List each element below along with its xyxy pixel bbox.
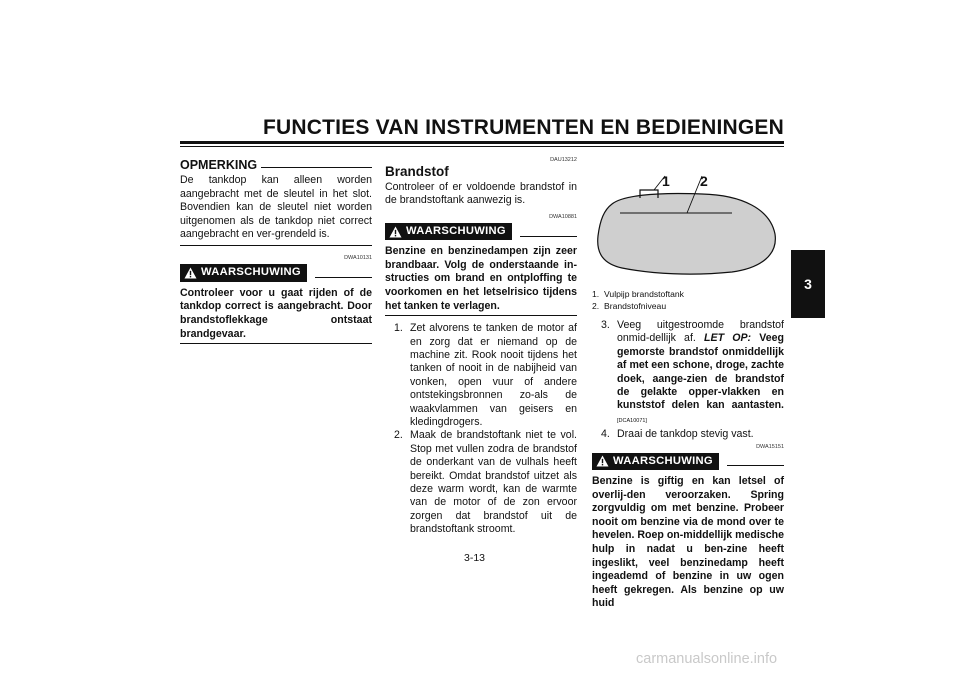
step-number: 2. bbox=[394, 429, 403, 442]
list-item bbox=[385, 429, 577, 536]
warning-end-rule bbox=[385, 315, 577, 316]
step-text: Zet alvorens te tanken de motor af en zorg dat er niemand op de machine zit. Rook nooit tijdens het tanken of nooit in de nabijheid van vonken, open vuur of andere ontstekingsbronnen zo-als de waakvlammen van geisers en kledingdrogers. bbox=[410, 322, 577, 429]
warning-heading bbox=[180, 264, 372, 281]
step-number: 3. bbox=[601, 319, 610, 331]
step-text: Draai de tankdop stevig vast. bbox=[617, 428, 754, 441]
warning-triangle-icon bbox=[184, 267, 197, 279]
warning-label: WAARSCHUWING bbox=[201, 266, 301, 279]
figure-label-2: 2 bbox=[700, 173, 708, 189]
figure-label-1: 1 bbox=[662, 173, 670, 189]
warning-end-rule bbox=[180, 343, 372, 344]
steps-list bbox=[592, 319, 784, 442]
warning-heading bbox=[385, 223, 577, 240]
note-heading bbox=[180, 159, 372, 172]
section-intro: Controleer of er voldoende brandstof in de brandstoftank aanwezig is. bbox=[385, 181, 577, 207]
step-number: 1. bbox=[394, 322, 403, 335]
warning-triangle-icon bbox=[596, 455, 609, 467]
step-text: Maak de brandstoftank niet te vol. Stop met vullen zodra de brandstof de onderkant van de vulhals heeft bereikt. Omdat brandstof uitzet als deze warm wordt, kan de warmte van de motor of de zon ervoor zorgen dat brandstof uit de brandstoftank stroomt. bbox=[410, 429, 577, 536]
chapter-tab[interactable]: 3 bbox=[791, 250, 825, 318]
note-end-rule bbox=[180, 245, 372, 246]
section-title: Brandstof bbox=[385, 164, 449, 179]
warning-label: WAARSCHUWING bbox=[613, 454, 713, 467]
section-code: DAU13212 bbox=[550, 157, 577, 163]
watermark[interactable]: carmanualsonline.info bbox=[636, 651, 778, 667]
fuel-tank-illustration bbox=[592, 164, 784, 288]
warning-text: Controleer voor u gaat rijden of de tankdop correct is aangebracht. Door brandstoflekkage ontstaat brandgevaar. bbox=[180, 286, 372, 340]
header-rule-thin bbox=[180, 146, 784, 147]
caption-number: 2. bbox=[592, 301, 600, 311]
tank-outline bbox=[598, 193, 776, 274]
warning-text: Benzine is giftig en kan letsel of overlij-den veroorzaken. Spring zorgvuldig om met benzine. Probeer nooit om benzine via de mond over te hevelen. Roep on-middellijk medische hulp in nadat u ben-zine heeft ingeslikt, veel benzinedamp heeft ingeademd of benzine in uw ogen heeft gekregen. Als benzine op uw huid bbox=[592, 475, 784, 610]
column-middle bbox=[385, 156, 577, 537]
page-number: 3-13 bbox=[464, 552, 486, 564]
fuel-tank-figure bbox=[592, 164, 784, 288]
header-rule bbox=[180, 141, 784, 144]
warning-text: Benzine en benzinedampen zijn zeer brandbaar. Volg de onderstaande in-structies om brand en ontploffing te voorkomen en het letselrisico tijdens het tanken te verlagen. bbox=[385, 245, 577, 312]
warning-badge bbox=[180, 264, 307, 281]
list-item bbox=[592, 319, 784, 428]
step-number: 4. bbox=[601, 428, 610, 441]
column-left bbox=[180, 156, 372, 344]
warning-heading bbox=[592, 453, 784, 470]
warning-code: DWA10881 bbox=[549, 213, 577, 220]
list-item bbox=[385, 322, 577, 429]
note-text: De tankdop kan alleen worden aangebracht met de sleutel in het slot. Bovendien kan de sleutel niet worden uitgenomen als de tankdop niet correct aangebracht en ver-grendeld is. bbox=[180, 174, 372, 241]
caption-number: 1. bbox=[592, 289, 600, 299]
column-right bbox=[592, 156, 784, 611]
note-heading-label: OPMERKING bbox=[180, 158, 258, 172]
warning-badge bbox=[592, 453, 719, 470]
warning-code: DWA10131 bbox=[344, 255, 372, 262]
caution-label: LET OP: bbox=[704, 332, 752, 345]
figure-caption bbox=[592, 288, 784, 312]
caption-text: Vulpijp brandstoftank bbox=[604, 289, 684, 299]
page-title: FUNCTIES VAN INSTRUMENTEN EN BEDIENINGEN bbox=[263, 116, 784, 139]
note-heading-rule bbox=[261, 167, 372, 168]
warning-badge bbox=[385, 223, 512, 240]
caption-text: Brandstofniveau bbox=[604, 301, 667, 311]
warning-label: WAARSCHUWING bbox=[406, 224, 506, 237]
list-item bbox=[592, 428, 784, 441]
warning-triangle-icon bbox=[389, 226, 402, 238]
caution-code: [DCA10071] bbox=[617, 417, 647, 424]
warning-heading-rule bbox=[727, 465, 784, 466]
caution-text: Veeg gemorste brandstof onmiddellijk af met een schone, droge, zachte doek, aange-zien de brandstof de gelakte opper-vlakken en kunststof delen kan aantasten. bbox=[617, 332, 784, 412]
step-text: Veeg uitgestroomde brandstof onmid-dellijk af. bbox=[617, 319, 784, 345]
warning-heading-rule bbox=[315, 277, 372, 278]
steps-list bbox=[385, 322, 577, 537]
warning-heading-rule bbox=[520, 236, 577, 237]
warning-code: DWA15151 bbox=[756, 443, 784, 450]
